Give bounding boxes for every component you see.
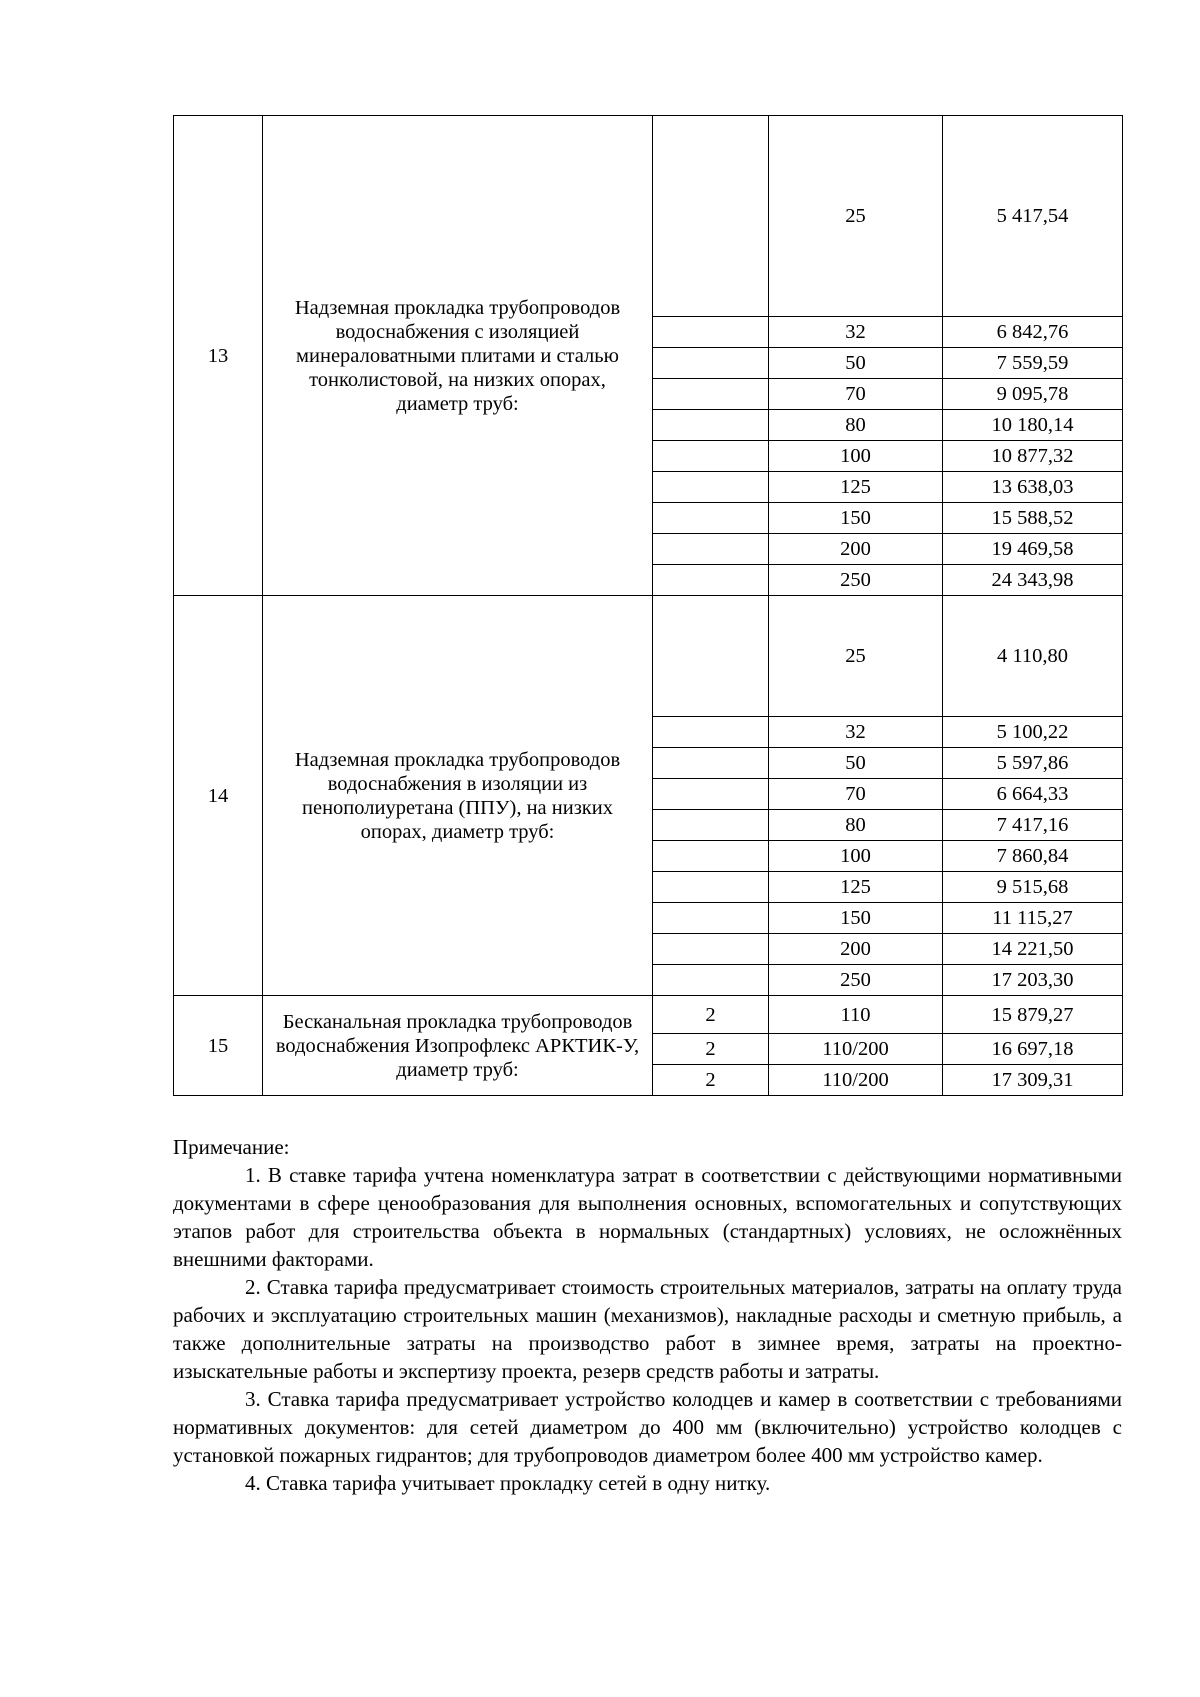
diameter-cell: 32 bbox=[769, 317, 943, 348]
item-number: 14 bbox=[174, 596, 263, 996]
diameter-cell: 32 bbox=[769, 717, 943, 748]
price-cell: 11 115,27 bbox=[943, 903, 1123, 934]
diameter-cell: 110/200 bbox=[769, 1065, 943, 1096]
item-description: Надземная прокладка трубопроводов водоснабжения с изоляцией минераловатными плитами и сталью тонколистовой, на низких опорах, диаметр труб: bbox=[263, 116, 653, 596]
price-cell: 9 095,78 bbox=[943, 379, 1123, 410]
qty-cell bbox=[653, 317, 769, 348]
diameter-cell: 25 bbox=[769, 116, 943, 317]
price-cell: 10 180,14 bbox=[943, 410, 1123, 441]
item-description: Бесканальная прокладка трубопроводов водоснабжения Изопрофлекс АРКТИК-У, диаметр труб: bbox=[263, 996, 653, 1096]
item-number: 15 bbox=[174, 996, 263, 1096]
price-cell: 7 559,59 bbox=[943, 348, 1123, 379]
qty-cell bbox=[653, 503, 769, 534]
price-cell: 16 697,18 bbox=[943, 1034, 1123, 1065]
diameter-cell: 125 bbox=[769, 472, 943, 503]
qty-cell bbox=[653, 810, 769, 841]
price-cell: 7 860,84 bbox=[943, 841, 1123, 872]
diameter-cell: 70 bbox=[769, 379, 943, 410]
price-cell: 14 221,50 bbox=[943, 934, 1123, 965]
price-cell: 10 877,32 bbox=[943, 441, 1123, 472]
diameter-cell: 110 bbox=[769, 996, 943, 1034]
qty-cell bbox=[653, 717, 769, 748]
diameter-cell: 80 bbox=[769, 810, 943, 841]
diameter-cell: 70 bbox=[769, 779, 943, 810]
qty-cell bbox=[653, 379, 769, 410]
notes-section bbox=[173, 1133, 1122, 1497]
item-number: 13 bbox=[174, 116, 263, 596]
note-item-2: 2. Ставка тарифа предусматривает стоимость строительных материалов, затраты на оплату труда рабочих и эксплуатацию строительных машин (механизмов), накладные расходы и сметную прибыль, а также дополнительные затраты на производство работ в зимнее время, затраты на проектно-изыскательные работы и экспертизу проекта, резерв средств работы и затраты. bbox=[173, 1275, 1122, 1383]
table-row bbox=[174, 996, 1123, 1034]
qty-cell: 2 bbox=[653, 1034, 769, 1065]
note-item-1: 1. В ставке тарифа учтена номенклатура затрат в соответствии с действующими нормативными документами в сфере ценообразования для выполнения основных, вспомогательных и сопутствующих этапов работ для строительства объекта в нормальных (стандартных) условиях, не осложнённых внешними факторами. bbox=[173, 1163, 1122, 1271]
qty-cell bbox=[653, 934, 769, 965]
qty-cell bbox=[653, 348, 769, 379]
price-cell: 5 597,86 bbox=[943, 748, 1123, 779]
qty-cell bbox=[653, 872, 769, 903]
table-row bbox=[174, 116, 1123, 317]
item-description: Надземная прокладка трубопроводов водоснабжения в изоляции из пенополиуретана (ППУ), на низких опорах, диаметр труб: bbox=[263, 596, 653, 996]
qty-cell bbox=[653, 116, 769, 317]
qty-cell bbox=[653, 441, 769, 472]
qty-cell bbox=[653, 534, 769, 565]
qty-cell bbox=[653, 903, 769, 934]
qty-cell bbox=[653, 965, 769, 996]
price-cell: 17 309,31 bbox=[943, 1065, 1123, 1096]
diameter-cell: 250 bbox=[769, 965, 943, 996]
diameter-cell: 50 bbox=[769, 348, 943, 379]
price-cell: 13 638,03 bbox=[943, 472, 1123, 503]
price-cell: 5 417,54 bbox=[943, 116, 1123, 317]
price-cell: 5 100,22 bbox=[943, 717, 1123, 748]
price-cell: 15 879,27 bbox=[943, 996, 1123, 1034]
price-cell: 15 588,52 bbox=[943, 503, 1123, 534]
diameter-cell: 200 bbox=[769, 934, 943, 965]
price-cell: 9 515,68 bbox=[943, 872, 1123, 903]
qty-cell: 2 bbox=[653, 996, 769, 1034]
tariff-table-body bbox=[174, 116, 1123, 1096]
price-cell: 6 842,76 bbox=[943, 317, 1123, 348]
qty-cell bbox=[653, 748, 769, 779]
qty-cell bbox=[653, 410, 769, 441]
price-cell: 17 203,30 bbox=[943, 965, 1123, 996]
qty-cell bbox=[653, 596, 769, 717]
diameter-cell: 150 bbox=[769, 903, 943, 934]
diameter-cell: 80 bbox=[769, 410, 943, 441]
diameter-cell: 110/200 bbox=[769, 1034, 943, 1065]
price-cell: 6 664,33 bbox=[943, 779, 1123, 810]
diameter-cell: 125 bbox=[769, 872, 943, 903]
diameter-cell: 25 bbox=[769, 596, 943, 717]
qty-cell: 2 bbox=[653, 1065, 769, 1096]
note-item-4: 4. Ставка тарифа учитывает прокладку сетей в одну нитку. bbox=[245, 1471, 771, 1495]
diameter-cell: 100 bbox=[769, 441, 943, 472]
price-cell: 19 469,58 bbox=[943, 534, 1123, 565]
diameter-cell: 50 bbox=[769, 748, 943, 779]
notes-heading: Примечание: bbox=[173, 1135, 290, 1159]
qty-cell bbox=[653, 841, 769, 872]
qty-cell bbox=[653, 779, 769, 810]
price-cell: 7 417,16 bbox=[943, 810, 1123, 841]
diameter-cell: 200 bbox=[769, 534, 943, 565]
diameter-cell: 150 bbox=[769, 503, 943, 534]
note-item-3: 3. Ставка тарифа предусматривает устройство колодцев и камер в соответствии с требованиями нормативных документов: для сетей диаметром до 400 мм (включительно) устройство колодцев с установкой пожарных гидрантов; для трубопроводов диаметром более 400 мм устройство камер. bbox=[173, 1387, 1122, 1467]
qty-cell bbox=[653, 472, 769, 503]
diameter-cell: 250 bbox=[769, 565, 943, 596]
price-cell: 24 343,98 bbox=[943, 565, 1123, 596]
tariff-table bbox=[173, 115, 1123, 1096]
diameter-cell: 100 bbox=[769, 841, 943, 872]
table-row bbox=[174, 596, 1123, 717]
price-cell: 4 110,80 bbox=[943, 596, 1123, 717]
qty-cell bbox=[653, 565, 769, 596]
